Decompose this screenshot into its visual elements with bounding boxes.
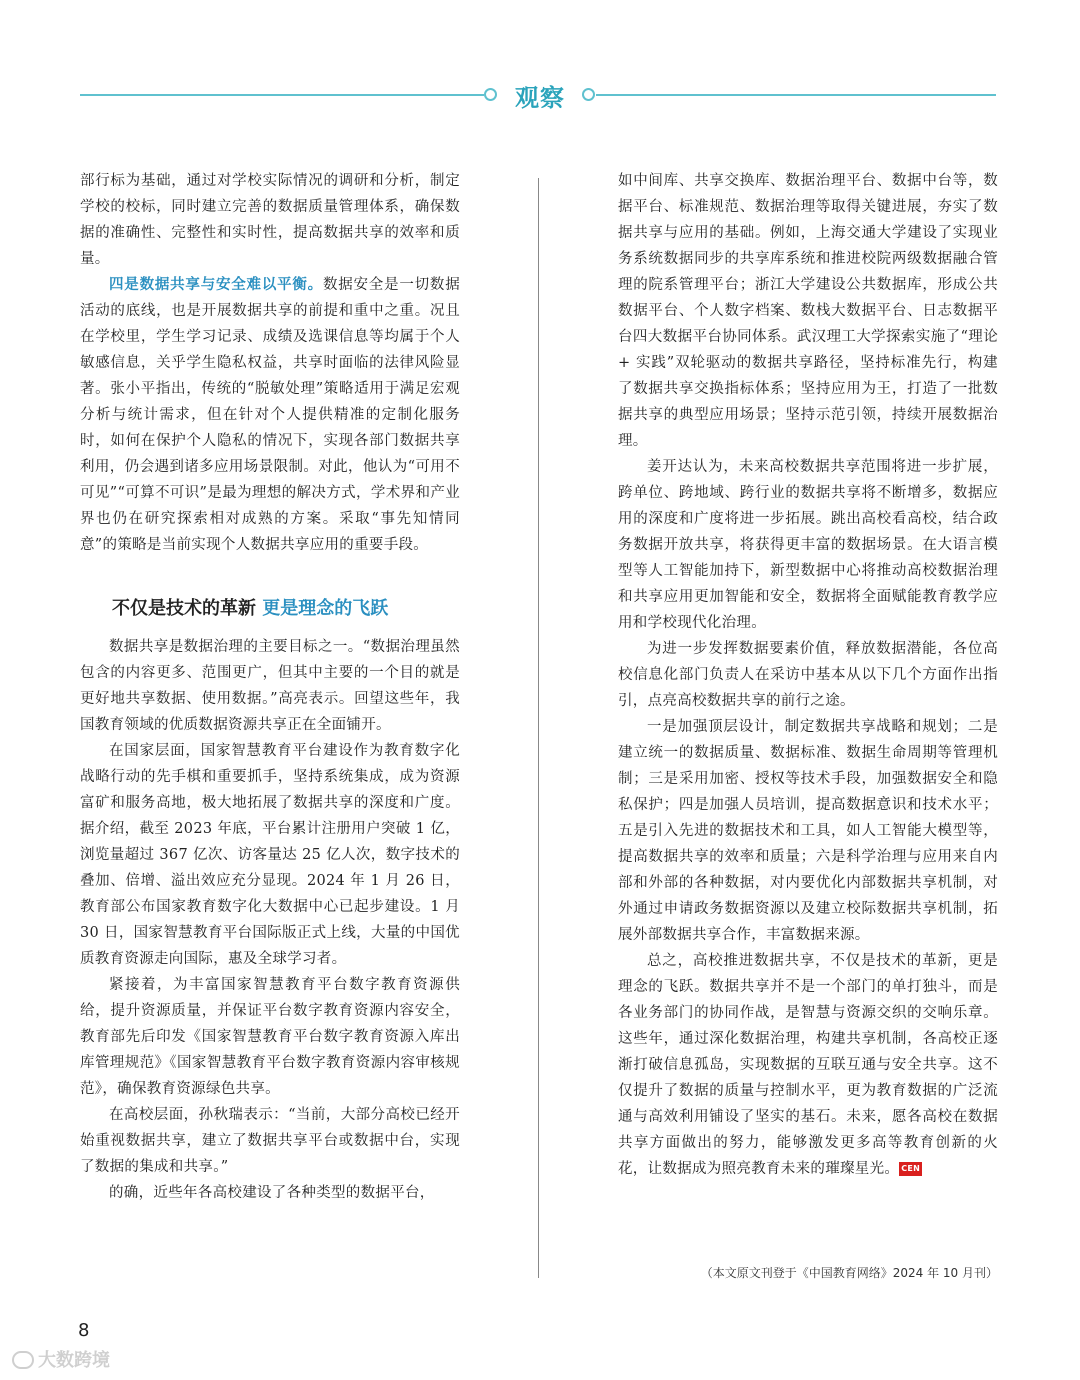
section-title-accent: 更是理念的飞跃 <box>262 598 389 619</box>
paragraph: 为进一步发挥数据要素价值，释放数据潜能，各位高校信息化部门负责人在采访中基本从以下几个方面作出指引，点亮高校数据共享的前行之途。 <box>618 641 998 709</box>
paragraph: 在高校层面，孙秋瑞表示：“当前，大部分高校已经开始重视数据共享，建立了数据共享平台或数据中台，实现了数据的集成和共享。” <box>80 1107 460 1175</box>
end-mark-icon: CEN <box>899 1162 922 1176</box>
page-number: 8 <box>78 1320 90 1341</box>
watermark-text: 大数跨境 <box>38 1350 110 1371</box>
paragraph: 的确，近些年各高校建设了各种类型的数据平台， <box>109 1185 435 1201</box>
highlight-heading: 四是数据共享与安全难以平衡。 <box>109 276 323 293</box>
header-ornament-right <box>582 88 595 101</box>
paragraph <box>80 272 460 558</box>
paragraph-text: 总之，高校推进数据共享，不仅是技术的革新，更是理念的飞跃。数据共享并不是一个部门的单打独斗，而是各业务部门的协同作战，是智慧与资源交织的交响乐章。这些年，通过深化数据治理，构建共享机制，各高校正逐渐打破信息孤岛，实现数据的互联互通与安全共享。这不仅提升了数据的质量与控制水平，更为教育数据的广泛流通与高效利用铺设了坚实的基石。未来，愿各高校在数据共享方面做出的努力，能够激发更多高等教育创新的火花，让数据成为照亮教育未来的璀璨星光。 <box>618 953 998 1177</box>
column-divider <box>538 178 539 1278</box>
source-note: （本文原文刊登于《中国教育网络》2024 年 10 月刊） <box>700 1266 998 1280</box>
watermark <box>12 1346 110 1372</box>
header-rule-right <box>596 94 996 96</box>
right-column <box>618 168 998 1182</box>
paragraph-text: 数据安全是一切数据活动的底线，也是开展数据共享的前提和重中之重。况且在学校里，学生学习记录、成绩及选课信息等均属于个人敏感信息，关乎学生隐私权益，共享时面临的法律风险显著。张小平指出，传统的“脱敏处理”策略适用于满足宏观分析与统计需求，但在针对个人提供精准的定制化服务时，如何在保护个人隐私的情况下，实现各部门数据共享利用，仍会遇到诸多应用场景限制。对此，他认为“可用不可见”“可算不可识”是最为理想的解决方式，学术界和产业界也仍在研究探索相对成熟的方案。采取“事先知情同意”的策略是当前实现个人数据共享应用的重要手段。 <box>80 277 461 553</box>
section-title <box>112 594 460 620</box>
watermark-logo-icon <box>12 1351 34 1369</box>
paragraph: 姜开达认为，未来高校数据共享范围将进一步扩展，跨单位、跨地域、跨行业的数据共享将不断增多，数据应用的深度和广度将进一步拓展。跳出高校看高校，结合政务数据开放共享，将获得更丰富的数据场景。在大语言模型等人工智能加持下，新型数据中心将推动高校数据治理和共享应用更加智能和安全，数据将全面赋能教育教学应用和学校现代化治理。 <box>618 459 998 631</box>
left-column <box>80 168 460 1206</box>
paragraph: 如中间库、共享交换库、数据治理平台、数据中台等，数据平台、标准规范、数据治理等取得关键进展，夯实了数据共享与应用的基础。例如，上海交通大学建设了实现业务系统数据同步的共享库系统和推进校院两级数据融合管理的院系管理平台；浙江大学建设公共数据库，形成公共数据平台、个人数字档案、数栈大数据平台、日志数据平台四大数据平台协同体系。武汉理工大学探索实施了“理论 + 实践”双轮驱动的数据共享路径，坚持标准先行，构建了数据共享交换指标体系；坚持应用为王，打造了一批数据共享的典型应用场景；坚持示范引领，持续开展数据治理。 <box>618 173 998 449</box>
paragraph: 一是加强顶层设计，制定数据共享战略和规划；二是建立统一的数据质量、数据标准、数据生命周期等管理机制；三是采用加密、授权等技术手段，加强数据安全和隐私保护；四是加强人员培训，提高数据意识和技术水平；五是引入先进的数据技术和工具，如人工智能大模型等，提高数据共享的效率和质量；六是科学治理与应用来自内部和外部的各种数据，对内要优化内部数据共享机制，对外通过申请政务数据资源以及建立校际数据共享机制，拓展外部数据共享合作，丰富数据来源。 <box>618 719 998 943</box>
paragraph: 紧接着，为丰富国家智慧教育平台数字教育资源供给，提升资源质量，并保证平台数字教育资源内容安全，教育部先后印发《国家智慧教育平台数字教育资源入库出库管理规范》《国家智慧教育平台数字教育资源内容审核规范》，确保教育资源绿色共享。 <box>80 977 460 1097</box>
paragraph <box>618 948 998 1182</box>
paragraph: 在国家层面，国家智慧教育平台建设作为教育数字化战略行动的先手棋和重要抓手，坚持系统集成，成为资源富矿和服务高地，极大地拓展了数据共享的深度和广度。据介绍，截至 2023 年底，平台累计注册用户突破 1 亿，浏览量超过 367 亿次、访客量达 25 亿人次，数字技术的叠加、倍增、溢出效应充分显现。2024 年 1 月 26 日，教育部公布国家教育数字化大数据中心已起步建设。1 月 30 日，国家智慧教育平台国际版正式上线，大量的中国优质教育资源走向国际，惠及全球学习者。 <box>80 743 460 967</box>
header-ornament-left <box>484 88 497 101</box>
section-title-main: 不仅是技术的革新 <box>112 598 256 619</box>
paragraph: 数据共享是数据治理的主要目标之一。“数据治理虽然包含的内容更多、范围更广，但其中主要的一个目的就是更好地共享数据、使用数据。”高亮表示。回望这些年，我国教育领域的优质数据资源共享正在全面铺开。 <box>80 639 460 733</box>
section-header-title: 观察 <box>515 84 565 112</box>
paragraph: 部行标为基础，通过对学校实际情况的调研和分析，制定学校的校标，同时建立完善的数据质量管理体系，确保数据的准确性、完整性和实时性，提高数据共享的效率和质量。 <box>80 173 460 267</box>
header-rule-left <box>80 94 484 96</box>
